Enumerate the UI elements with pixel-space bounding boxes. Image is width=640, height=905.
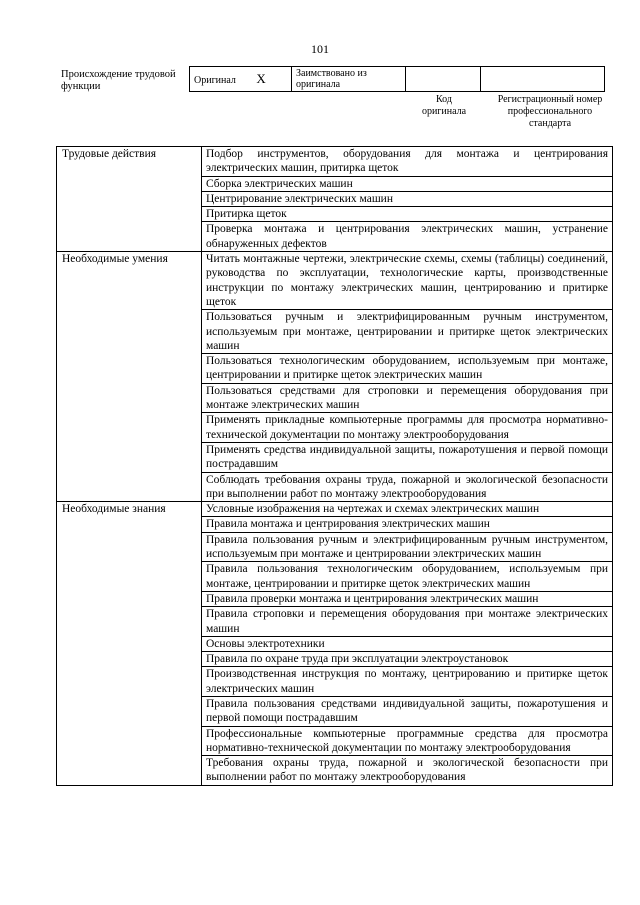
item-cell: Производственная инструкция по монтажу, центрированию и притирке щеток электрических машин — [202, 667, 613, 697]
table-row — [57, 502, 613, 517]
item-cell: Правила пользования средствами индивидуальной защиты, пожаротушения и первой помощи пострадавшим — [202, 696, 613, 726]
item-cell: Профессиональные компьютерные программные средства для просмотра нормативно-технической документации по монтажу электрооборудования — [202, 726, 613, 756]
item-cell: Соблюдать требования охраны труда, пожарной и экологической безопасности при выполнении работ по монтажу электрооборудования — [202, 472, 613, 502]
item-cell: Применять прикладные компьютерные программы для просмотра нормативно-технической документации по монтажу электрооборудования — [202, 413, 613, 443]
code-caption: Код оригинала — [421, 94, 467, 117]
item-cell: Правила проверки монтажа и центрирования электрических машин — [202, 591, 613, 606]
item-cell: Подбор инструментов, оборудования для монтажа и центрирования электрических машин, притирка щеток — [202, 147, 613, 177]
page-number: 101 — [311, 42, 329, 56]
labor-function-table — [56, 146, 613, 786]
table-row — [57, 252, 613, 310]
item-cell: Пользоваться технологическим оборудованием, используемым при монтаже, центрировании и притирке щеток электрических машин — [202, 354, 613, 384]
item-cell: Притирка щеток — [202, 207, 613, 222]
original-label: Оригинал — [194, 74, 236, 86]
category-cell: Необходимые знания — [57, 502, 202, 786]
item-cell: Правила пользования технологическим оборудованием, используемым при монтаже, центрировании и притирке щеток электрических машин — [202, 562, 613, 592]
item-cell: Правила монтажа и центрирования электрических машин — [202, 517, 613, 532]
original-mark: X — [256, 70, 266, 86]
code-cell — [406, 67, 481, 92]
item-cell: Правила пользования ручным и электрифицированным ручным инструментом, используемым при монтаже и центрировании электрических машин — [202, 532, 613, 562]
item-cell: Основы электротехники — [202, 636, 613, 651]
item-cell: Правила по охране труда при эксплуатации электроустановок — [202, 652, 613, 667]
borrowed-label: Заимствовано из оригинала — [292, 67, 406, 92]
category-cell: Трудовые действия — [57, 147, 202, 252]
item-cell: Читать монтажные чертежи, электрические схемы, схемы (таблицы) соединений, руководства по эксплуатации, технологические карты, производственные инструкции по монтажу электрических машин, центрированию и притирке щеток — [202, 252, 613, 310]
origin-table — [189, 66, 605, 92]
item-cell: Применять средства индивидуальной защиты, пожаротушения и первой помощи пострадавшим — [202, 442, 613, 472]
item-cell: Пользоваться средствами для строповки и перемещения оборудования при монтаже электрических машин — [202, 383, 613, 413]
item-cell: Центрирование электрических машин — [202, 191, 613, 206]
reg-number-cell — [481, 67, 605, 92]
item-cell: Условные изображения на чертежах и схемах электрических машин — [202, 502, 613, 517]
item-cell: Сборка электрических машин — [202, 176, 613, 191]
original-cell — [190, 67, 292, 92]
item-cell: Требования охраны труда, пожарной и экологической безопасности при выполнении работ по монтажу электрооборудования — [202, 756, 613, 786]
category-cell: Необходимые умения — [57, 252, 202, 502]
reg-caption: Регистрационный номер профессионального стандарта — [497, 94, 603, 129]
item-cell: Пользоваться ручным и электрифицированным ручным инструментом, используемым при монтаже, центрировании и притирке щеток электрических машин — [202, 310, 613, 354]
origin-label: Происхождение трудовой функции — [61, 69, 176, 92]
table-row — [57, 147, 613, 177]
item-cell: Проверка монтажа и центрирования электрических машин, устранение обнаруженных дефектов — [202, 222, 613, 252]
item-cell: Правила строповки и перемещения оборудования при монтаже электрических машин — [202, 607, 613, 637]
